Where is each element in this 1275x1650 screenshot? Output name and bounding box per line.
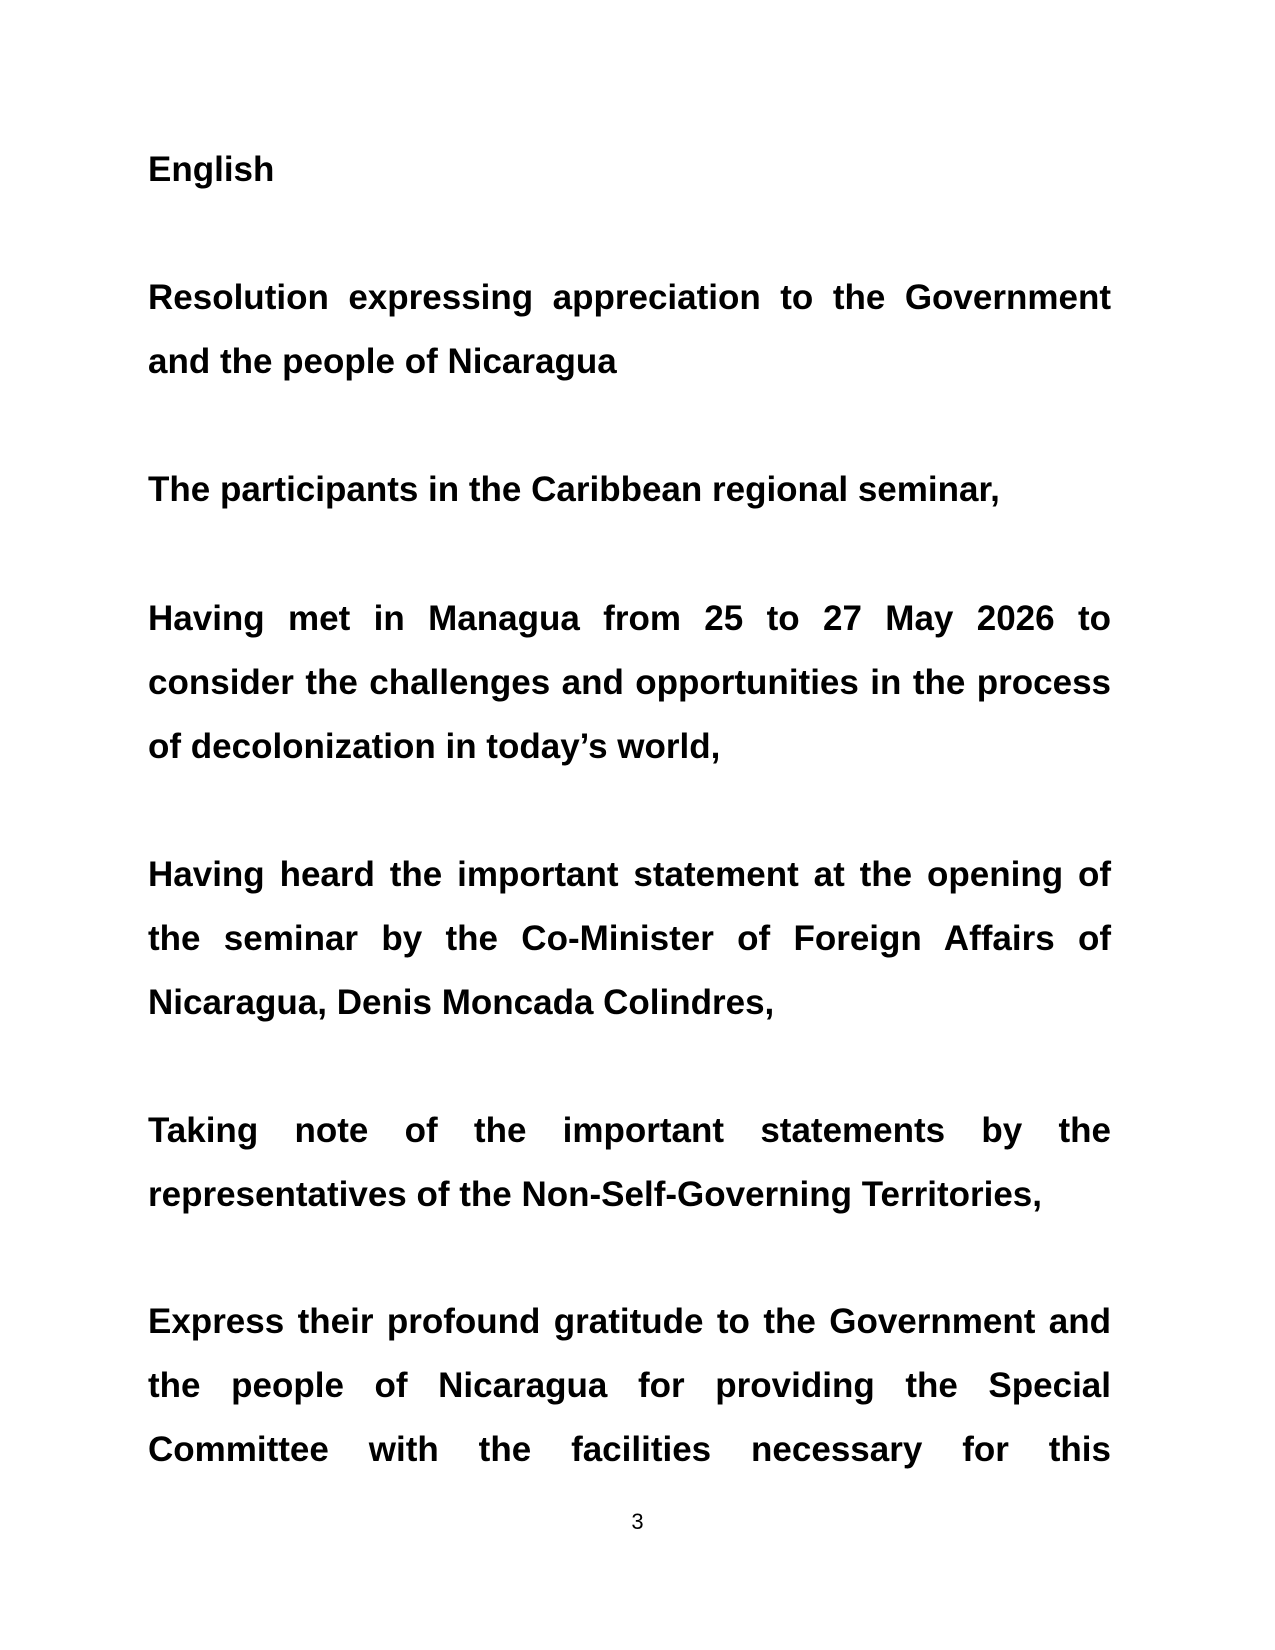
- paragraph-express-gratitude: Express their profound gratitude to the Government and the people of Nicaragua for providing the Special Committee with the facilities necessary for this: [148, 1302, 1111, 1469]
- resolution-title: Resolution expressing appreciation to the Government and the people of Nicaragua: [148, 278, 1111, 381]
- paragraph-having-heard: Having heard the important statement at the opening of the seminar by the Co-Minister of Foreign Affairs of Nicaragua, Denis Moncada Colindres,: [148, 855, 1111, 1022]
- paragraph-participants: The participants in the Caribbean regional seminar,: [148, 470, 1000, 509]
- language-heading: English: [148, 150, 275, 189]
- paragraph-taking-note: Taking note of the important statements by the representatives of the Non-Self-Governing Territories,: [148, 1111, 1111, 1214]
- page-number: 3: [631, 1509, 644, 1534]
- paragraph-having-met: Having met in Managua from 25 to 27 May 2026 to consider the challenges and opportunities in the process of decolonization in today’s world,: [148, 599, 1111, 766]
